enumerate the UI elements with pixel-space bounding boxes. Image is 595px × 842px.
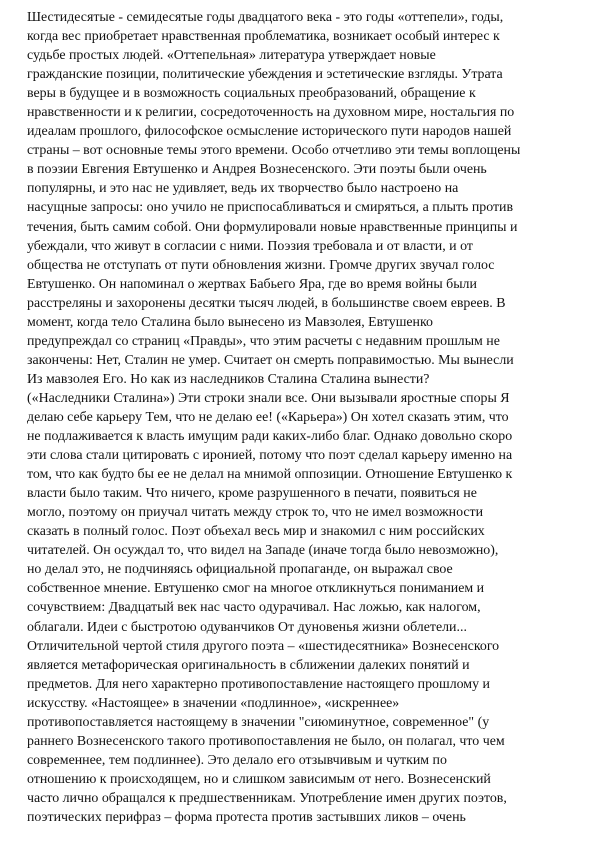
text-line: расстреляны и захоронены десятки тысяч людей, в большинстве своем евреев. В <box>27 295 506 311</box>
text-line: в поэзии Евгения Евтушенко и Андрея Вознесенского. Эти поэты были очень <box>27 162 487 178</box>
text-line: делаю себе карьеру Тем, что не делаю ее! («Карьера») Он хотел сказать этим, что <box>27 409 509 425</box>
text-line: идеалам прошлого, философское осмысление исторического пути народов нашей <box>27 124 512 140</box>
text-line: веры в будущее и в возможность социальных преобразований, обращение к <box>27 86 476 102</box>
text-line: течения, быть самим собой. Они формулировали новые нравственные принципы и <box>27 219 518 235</box>
text-line: но делал это, не подчиняясь официальной пропаганде, он выражал свое <box>27 562 453 578</box>
text-line: отношению к происходящем, но и слишком зависимым от него. Вознесенский <box>27 771 491 787</box>
text-line: эти слова стали цитировать с иронией, потому что поэт сделал карьеру именно на <box>27 448 513 464</box>
text-line: Евтушенко. Он напоминал о жертвах Бабьего Яра, где во время войны были <box>27 276 477 292</box>
text-line: противопоставляется настоящему в значении "сиюминутное, современное" (у <box>27 714 490 730</box>
text-line: том, что как будто бы ее не делал на мнимой оппозиции. Отношение Евтушенко к <box>27 467 513 483</box>
text-line: общества не отступать от пути обновления жизни. Громче других звучал голос <box>27 257 495 273</box>
text-line: предупреждал со страниц «Правды», что этим расчеты с недавним прошлым не <box>27 333 500 349</box>
text-line: нравственности и к религии, сосредоточенность на духовном мире, ностальгия по <box>27 105 515 121</box>
text-line: сочувствием: Двадцатый век нас часто одурачивал. Нас ложью, как налогом, <box>27 600 481 616</box>
text-line: насущные запросы: оно учило не приспосабливаться и смиряться, а плыть против <box>27 200 514 216</box>
text-line: предметов. Для него характерно противопоставление настоящего прошлому и <box>27 676 490 692</box>
text-line: поэтических перифраз – форма протеста против застывших ликов – очень <box>27 809 466 825</box>
text-line: гражданские позиции, политические убеждения и эстетические взгляды. Утрата <box>27 67 503 83</box>
text-line: Шестидесятые - семидесятые годы двадцатого века - это годы «оттепели», годы, <box>27 10 504 25</box>
text-line: закончены: Нет, Сталин не умер. Считает он смерть поправимостью. Мы вынесли <box>27 352 514 368</box>
text-line: облагали. Идеи с быстротою одуванчиков От дуновенья жизни облетели... <box>27 619 467 635</box>
text-line: момент, когда тело Сталина было вынесено из Мавзолея, Евтушенко <box>27 314 433 330</box>
text-line: раннего Вознесенского такого противопоставления не было, он полагал, что чем <box>27 733 505 749</box>
text-line: судьбе простых людей. «Оттепельная» литература утверждает новые <box>27 48 436 64</box>
body-text <box>27 8 575 827</box>
text-line: искусству. «Настоящее» в значении «подлинное», «искреннее» <box>27 695 400 711</box>
text-line: часто лично обращался к предшественникам. Употребление имен других поэтов, <box>27 790 507 806</box>
text-line: современнее, тем подлиннее). Это делало его отзывчивым и чутким по <box>27 752 447 768</box>
text-line: Из мавзолея Его. Но как из наследников Сталина Сталина вынести? <box>27 371 430 387</box>
text-line: когда вес приобретает нравственная проблематика, возникает особый интерес к <box>27 29 500 45</box>
text-line: страны – вот основные темы этого времени. Особо отчетливо эти темы воплощены <box>27 143 521 159</box>
text-line: является метафорическая оригинальность в сближении далеких понятий и <box>27 657 470 673</box>
text-line: не подлаживается к власть имущим ради каких-либо благ. Однако довольно скоро <box>27 429 513 445</box>
text-line: власти было таким. Что ничего, кроме разрушенного в печати, появиться не <box>27 486 477 502</box>
text-line: сказать в полный голос. Поэт объехал весь мир и знакомил с ним российских <box>27 524 485 540</box>
text-line: Отличительной чертой стиля другого поэта – «шестидесятника» Вознесенского <box>27 638 500 654</box>
text-line: собственное мнение. Евтушенко смог на многое откликнуться пониманием и <box>27 581 485 597</box>
text-line: популярны, и это нас не удивляет, ведь их творчество было настроено на <box>27 181 459 197</box>
text-line: убеждали, что живут в согласии с ними. Поэзия требовала и от власти, и от <box>27 238 473 254</box>
text-line: могло, поэтому он приучал читать между строк то, что не имел возможности <box>27 505 484 521</box>
text-line: читателей. Он осуждал то, что видел на Западе (иначе тогда было невозможно), <box>27 543 499 559</box>
text-line: («Наследники Сталина») Эти строки знали все. Они вызывали яростные споры Я <box>27 390 510 406</box>
